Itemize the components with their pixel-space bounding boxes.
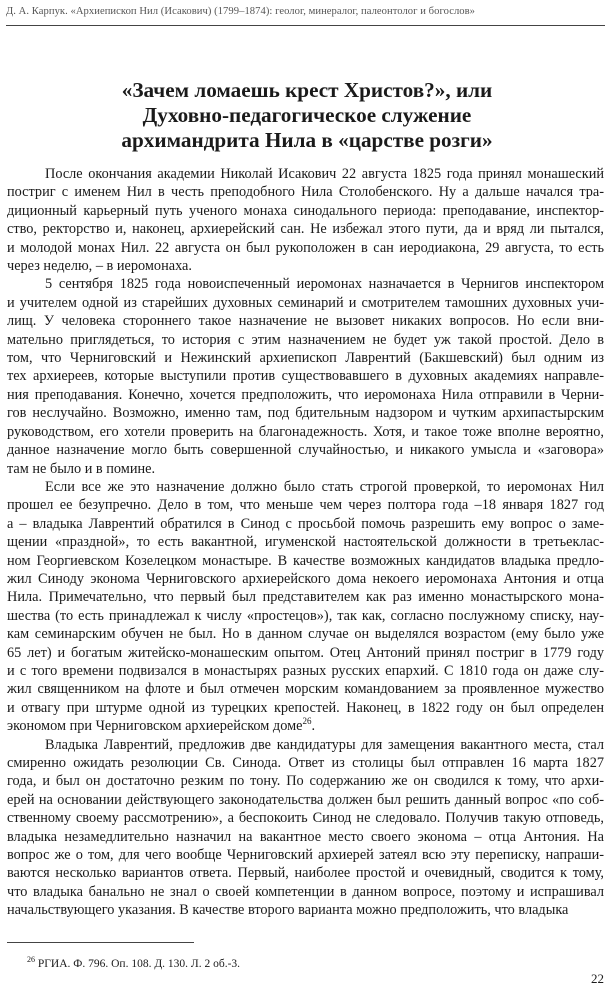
text-line: руководством, его хотели проверить на благонадежность. Хотя, и такое тоже вполне вероятно,: [7, 423, 604, 440]
paragraph: [7, 736, 604, 920]
text-line: После окончания академии Николай Исакович 22 августа 1825 года принял монашеский: [45, 166, 604, 182]
text-line: ство, ректорство и, наконец, архиерейский сан. Не избежал этого пути, да и вряд ли пытался,: [7, 221, 604, 238]
line-tail: .: [311, 718, 316, 735]
text-line: кам семинарским обучен не был. Но в данном случае он выделялся возрастом (ему было уже: [7, 626, 604, 643]
text-line: [7, 717, 604, 735]
text-line: владыка незамедлительно назначил на вакантное место своего эконома – отца Антония. На: [7, 828, 604, 845]
text-line: и учителем одной из старейших духовных семинарий и смотрителем тамошних духовных учи-: [7, 294, 604, 311]
text-line: 65 лет) и богатым житейско-монашеским опытом. Отец Антоний принял постриг в 1779 году: [7, 644, 604, 661]
footnote-rule: [7, 942, 194, 943]
text-line: мательно приглядеться, то история с этим назначением не будет уж такой простой. Дело в: [7, 331, 604, 348]
text-line: там не было и в помине.: [7, 460, 156, 477]
text-line: что владыка банально не знал о своей компетенции в данном вопросе, поэтому и испрашивал: [7, 883, 604, 900]
text-line: ственному своему рассмотрению», а беспокоить Синод не следовало. Получив такую отповедь,: [7, 810, 604, 827]
page-number: 22: [591, 971, 604, 986]
text-line: Владыка Лаврентий, предложив две кандидатуры для замещения вакантного места, стал: [45, 736, 604, 753]
text-line: прошел ее безупречно. Дело в том, что меньше чем через полтора года –18 января 1827 год: [7, 497, 604, 514]
footnote-reference: 26: [302, 716, 312, 727]
text-line: постриг с именем Нил в честь преподобного Нила Столобенского. Ну а дальше начался тра-: [7, 184, 604, 201]
text-line: а – владыка Лаврентий обратился в Синод с просьбой помочь разрешить ему вопрос о заме-: [7, 515, 604, 532]
paragraph: [7, 165, 604, 275]
text-line: жил священником на флоте и был отмечен морским командованием за проявленное мужество: [7, 681, 604, 698]
text-line: вопрос же о том, для чего вообще Черниговский архиерей затеял всю эту переписку, напраши-: [7, 847, 604, 864]
footnote-text: РГИА. Ф. 796. Оп. 108. Д. 130. Л. 2 об.-3.: [37, 958, 241, 970]
text-line: смиренно ожидать резолюции Св. Синода. Ответ из столицы был отправлен 16 марта 1827: [7, 755, 604, 771]
title-line-1: «Зачем ломаешь крест Христов?», или: [121, 78, 493, 102]
text-line: и с того времени подвизался в монастырях разных русских епархий. С 1810 года он даже слу-: [7, 662, 604, 679]
title-line-3: архимандрита Нила в «царстве розги»: [121, 128, 493, 152]
text-line: и отвагу при штурме одной из турецких крепостей. Наконец, в 1822 году он был определен: [7, 699, 604, 716]
text-line: жил Синоду эконома Черниговского архиерейского дома некоего иеромонаха Антония и отца: [7, 570, 604, 587]
text-line: данное назначение могло быть совершенной случайностью, и никакого умысла и «заговора»: [7, 442, 604, 459]
text-line: гов неслучайно. Возможно, именно там, под бдительным надзором и чутким архипастырским: [7, 405, 604, 422]
text-line: диционный карьерный путь ученого монаха синодального периода: преподавание, инспектор-: [7, 202, 604, 219]
title-line-2: Духовно-педагогическое служение: [142, 103, 472, 127]
text-line: том, что Черниговский и Нежинский архиепископ Лаврентий (Бакшевский) был одним из: [7, 350, 604, 367]
text-line: Нила. Примечательно, что первый был представителем как раз именно монастырского мона-: [7, 589, 604, 606]
text-line: начальствующего указания. В качестве второго варианта можно предположить, что владыка: [7, 902, 569, 919]
text-line: ерей на основании действующего законодательства должен был решить данный вопрос «по соб-: [7, 791, 604, 808]
paragraph: [7, 275, 604, 477]
chapter-title: [40, 78, 574, 153]
text-line: шества (то есть принадлежал к числу «простецов»), так как, согласно послужному списку, нау-: [7, 607, 604, 624]
text-line: Если все же это назначение должно было стать строгой проверкой, то иеромонах Нил: [45, 478, 604, 495]
text-line: 5 сентября 1825 года новоиспеченный иеромонах назначается в Чернигов инспектором: [45, 276, 604, 293]
header-rule: [6, 25, 605, 26]
text-line: тех архиереев, которые выступили против существовавшего в духовных академиях направле-: [7, 368, 604, 385]
text-line: через неделю, – в иеромонаха.: [7, 258, 192, 275]
text-line: щении «праздной», то есть вакантной, игуменской настоятельской должности в третьеклас-: [7, 534, 604, 551]
text-line: лищ. У человека стороннего такое назначение не вызовет никаких вопросов. Но если вни-: [7, 313, 604, 330]
text-line: ном Георгиевском Козелецком монастыре. В качестве возможных кандидатов владыка предло-: [7, 552, 604, 569]
footnote-number: 26: [27, 955, 35, 965]
text-line: года, и был он достаточно резким по тону. По содержанию же он сводился к тому, что архи-: [7, 773, 604, 790]
line-text: экономом при Черниговском архиерейском доме: [7, 718, 303, 735]
paragraph: [7, 478, 604, 736]
footnote: [27, 955, 241, 970]
text-line: ния преподавания. Конечно, хочется предположить, что иеромонаха Нила отправили в Черни-: [7, 386, 604, 403]
text-line: ваются несколько вариантов ответа. Первый, наиболее простой и очевидный, сводится к тому,: [7, 865, 604, 882]
body-text: [7, 165, 604, 920]
running-header: Д. А. Карпук. «Архиепископ Нил (Исакович) (1799–1874): геолог, минералог, палеонтолог и богослов»: [6, 6, 476, 17]
text-line: и молодой монах Нил. 22 августа он был рукоположен в сан иеродиакона, 29 августа, то есть: [7, 239, 604, 256]
